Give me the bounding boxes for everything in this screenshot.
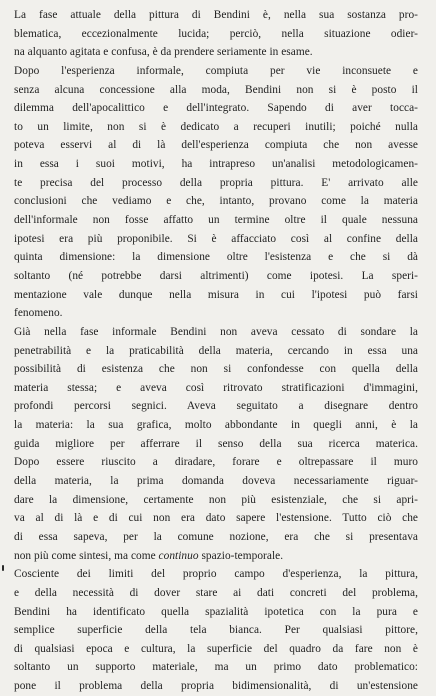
text-line: profondi percorsi segnici. Aveva seguitato a disegnare dentro [14,400,418,413]
text-line-with-italic: non più come sintesi, ma come continuo spazio-temporale. [14,549,284,562]
text-line: va al di là e di cui non era dato sapere l'estensione. Tutto ciò che [14,512,418,525]
text-line: possibilità di esistenza che non si confondesse con quella della [14,363,418,376]
text-line: ipotesi era più proponibile. Si è affacciato così al confine della [14,232,418,245]
text-line: poteva esservi al di là dell'esperienza compiuta che non avesse [14,139,418,152]
text-line: na alquanto agitata e confusa, è da prendere seriamente in esame. [14,46,313,59]
text-line: dell'informale non fosse affatto un termine oltre il quale nessuna [14,214,418,227]
text-line: La fase attuale della pittura di Bendini è, nella sua sostanza pro- [14,9,418,21]
text-line: soltanto (né potrebbe darsi altrimenti) come ipotesi. La speri- [14,269,418,282]
text-line: materia stessa; e aveva così ritrovato stratificazioni d'immagini, [14,381,418,394]
italic-term: continuo [158,549,199,562]
text-line: Dopo l'esperienza informale, compiuta per vie inconsuete e [14,64,418,77]
text-line: guida migliore per afferrare il senso della sua ricerca materica. [14,437,418,450]
text-line: e della necessità di dover stare ai dati concreti del problema, [14,586,418,599]
text-line: di essa sapeva, per la comune nozione, era che si presentava [14,530,418,543]
text-line: pone il problema della propria bidimensionalità, di un'estensione [14,680,418,693]
scan-edge-mark [2,565,4,571]
text-line: mentazione vale dunque nella misura in cui l'ipotesi può farsi [14,288,418,301]
text-line: della materia, la prima domanda doveva necessariamente riguar- [14,475,418,488]
text-line: Già nella fase informale Bendini non aveva cessato di sondare la [14,325,418,338]
text-line: la materia: la sua grafica, molto abbondante in quegli anni, è la [14,419,418,432]
text-line: Cosciente dei limiti del proprio campo d'esperienza, la pittura, [14,568,418,581]
text-line: senza alcuna concessione alla moda, Bendini non si è posto il [14,83,418,96]
text-line: quinta dimensione: la dimensione oltre l'esistenza e che si dà [14,251,418,264]
text-line: conclusioni che vediamo e che, intanto, provano come la materia [14,195,418,208]
text-line: blematica, eccezionalmente lucida; perciò, nella situazione odier- [14,27,418,40]
text-line: te precisa del processo della propria pittura. E' arrivato alle [14,176,418,189]
text-line: fenomeno. [14,307,63,320]
text-line: penetrabilità e la praticabilità della materia, cercando in essa una [14,344,418,357]
text-line: dare la dimensione, certamente non più esistenziale, che si apri- [14,493,418,506]
text-line: Bendini ha identificato quella spazialità ipotetica con la pura e [14,605,418,618]
text-line: to un limite, non si è dedicato a recuperi inutili; poiché nulla [14,120,418,133]
text-line: dilemma dell'apocalittico e dell'integrato. Sapendo di aver tocca- [14,102,418,115]
text-line: in essa i suoi motivi, ha intrapreso un'analisi metodologicamen- [14,158,418,171]
body-text [14,6,418,696]
text-line: di qualsiasi epoca e cultura, la superficie del quadro da fare non è [14,642,418,655]
text-line: soltanto un supporto materiale, ma un primo dato problematico: [14,661,418,674]
text-line: Dopo essere riuscito a diradare, forare e oltrepassare il muro [14,456,418,469]
text-line: semplice superficie della tela bianca. Per qualsiasi pittore, [14,624,418,637]
